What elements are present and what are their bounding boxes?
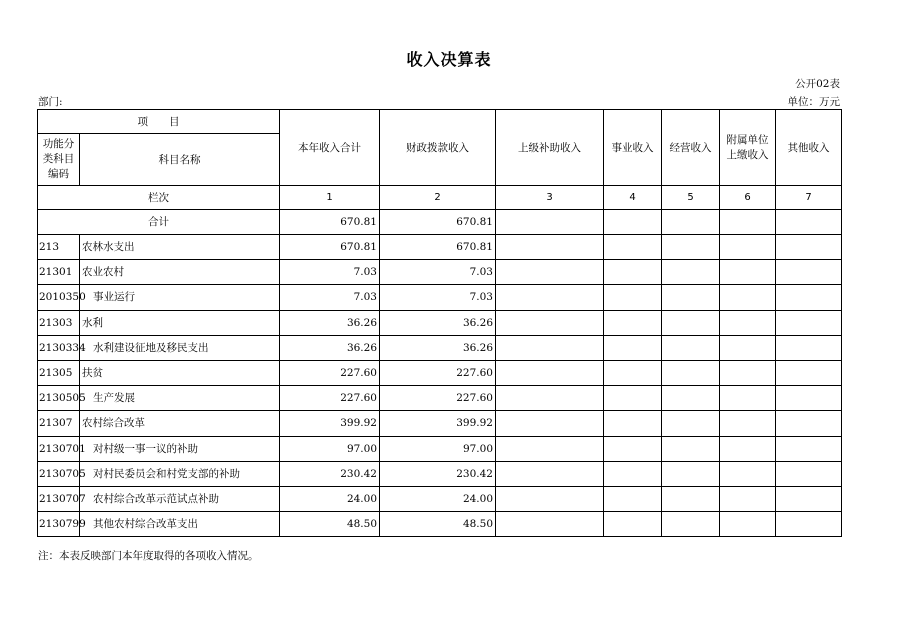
- row-other-income: [776, 411, 842, 436]
- row-affiliate-income: [720, 411, 776, 436]
- row-business-income: [604, 285, 662, 310]
- row-business-income: [604, 260, 662, 285]
- row-total-income: 230.42: [280, 461, 380, 486]
- row-other-income: [776, 386, 842, 411]
- row-affiliate-income: [720, 512, 776, 537]
- row-business-income: [604, 335, 662, 360]
- row-fiscal-income: 227.60: [380, 360, 496, 385]
- row-other-income: [776, 461, 842, 486]
- row-business-income: [604, 235, 662, 260]
- row-operating-income: [662, 461, 720, 486]
- row-name: 农村综合改革: [80, 411, 280, 436]
- row-fiscal-income: 399.92: [380, 411, 496, 436]
- header-col-6: 附属单位上缴收入: [720, 110, 776, 186]
- row-business-income: [604, 486, 662, 511]
- row-operating-income: [662, 512, 720, 537]
- row-superior-subsidy: [496, 512, 604, 537]
- row-superior-subsidy: [496, 335, 604, 360]
- header-func-code: 功能分类科目编码: [38, 134, 80, 186]
- row-other-income: [776, 512, 842, 537]
- row-operating-income: [662, 285, 720, 310]
- row-code: 2130701: [38, 436, 80, 461]
- row-superior-subsidy: [496, 310, 604, 335]
- row-superior-subsidy: [496, 235, 604, 260]
- row-total-income: 227.60: [280, 386, 380, 411]
- footnote: 注：本表反映部门本年度取得的各项收入情况。: [38, 550, 259, 562]
- row-business-income: [604, 310, 662, 335]
- row-total-income: 36.26: [280, 310, 380, 335]
- table-row: [38, 411, 842, 436]
- row-index-1: 1: [280, 186, 380, 210]
- header-col-1: 本年收入合计: [280, 110, 380, 186]
- row-affiliate-income: [720, 310, 776, 335]
- row-other-income: [776, 285, 842, 310]
- row-fiscal-income: 227.60: [380, 386, 496, 411]
- row-index-3: 3: [496, 186, 604, 210]
- table-row: [38, 512, 842, 537]
- row-index-2: 2: [380, 186, 496, 210]
- table-row: [38, 386, 842, 411]
- total-label: 合计: [38, 210, 280, 235]
- row-code: 213: [38, 235, 80, 260]
- row-code: 21307: [38, 411, 80, 436]
- row-name: 农村综合改革示范试点补助: [80, 486, 280, 511]
- row-business-income: [604, 512, 662, 537]
- row-operating-income: [662, 260, 720, 285]
- header-subject-name: 科目名称: [80, 134, 280, 186]
- header-col-5: 经营收入: [662, 110, 720, 186]
- row-superior-subsidy: [496, 461, 604, 486]
- row-code: 21303: [38, 310, 80, 335]
- row-fiscal-income: 24.00: [380, 486, 496, 511]
- row-superior-subsidy: [496, 411, 604, 436]
- row-superior-subsidy: [496, 285, 604, 310]
- row-other-income: [776, 260, 842, 285]
- table-row: [38, 260, 842, 285]
- row-name: 事业运行: [80, 285, 280, 310]
- row-name: 对村民委员会和村党支部的补助: [80, 461, 280, 486]
- header-item: 项 目: [38, 110, 280, 134]
- row-fiscal-income: 36.26: [380, 335, 496, 360]
- row-business-income: [604, 461, 662, 486]
- row-affiliate-income: [720, 486, 776, 511]
- row-fiscal-income: 48.50: [380, 512, 496, 537]
- table-row: [38, 461, 842, 486]
- table-row: [38, 310, 842, 335]
- row-affiliate-income: [720, 386, 776, 411]
- row-code: 2130505: [38, 386, 80, 411]
- row-total-income: 7.03: [280, 260, 380, 285]
- row-name: 农林水支出: [80, 235, 280, 260]
- row-affiliate-income: [720, 436, 776, 461]
- row-fiscal-income: 670.81: [380, 235, 496, 260]
- row-affiliate-income: [720, 235, 776, 260]
- row-superior-subsidy: [496, 386, 604, 411]
- department-label: 部门:: [38, 96, 63, 108]
- row-total-income: 7.03: [280, 285, 380, 310]
- row-name: 水利建设征地及移民支出: [80, 335, 280, 360]
- row-other-income: [776, 310, 842, 335]
- row-superior-subsidy: [496, 360, 604, 385]
- row-other-income: [776, 335, 842, 360]
- row-index-6: 6: [720, 186, 776, 210]
- row-business-income: [604, 386, 662, 411]
- row-operating-income: [662, 386, 720, 411]
- table-row: [38, 235, 842, 260]
- header-col-3: 上级补助收入: [496, 110, 604, 186]
- row-affiliate-income: [720, 335, 776, 360]
- row-total-income: 36.26: [280, 335, 380, 360]
- row-index-5: 5: [662, 186, 720, 210]
- row-fiscal-income: 36.26: [380, 310, 496, 335]
- row-affiliate-income: [720, 260, 776, 285]
- row-code: 2130707: [38, 486, 80, 511]
- row-total-income: 48.50: [280, 512, 380, 537]
- row-operating-income: [662, 235, 720, 260]
- row-business-income: [604, 411, 662, 436]
- row-code: 2130334: [38, 335, 80, 360]
- row-name: 生产发展: [80, 386, 280, 411]
- row-code: 2130799: [38, 512, 80, 537]
- income-table: [37, 109, 842, 537]
- table-row: [38, 360, 842, 385]
- row-superior-subsidy: [496, 486, 604, 511]
- row-operating-income: [662, 360, 720, 385]
- row-code: 21301: [38, 260, 80, 285]
- total-income-total: 670.81: [280, 210, 380, 235]
- row-superior-subsidy: [496, 436, 604, 461]
- header-col-7: 其他收入: [776, 110, 842, 186]
- row-operating-income: [662, 310, 720, 335]
- page-title: 收入决算表: [406, 50, 492, 69]
- row-operating-income: [662, 436, 720, 461]
- row-name: 对村级一事一议的补助: [80, 436, 280, 461]
- row-name: 水利: [80, 310, 280, 335]
- unit-label: 单位：万元: [787, 96, 840, 108]
- row-business-income: [604, 436, 662, 461]
- row-total-income: 227.60: [280, 360, 380, 385]
- row-index-7: 7: [776, 186, 842, 210]
- row-operating-income: [662, 486, 720, 511]
- row-name: 其他农村综合改革支出: [80, 512, 280, 537]
- table-row: [38, 436, 842, 461]
- row-affiliate-income: [720, 360, 776, 385]
- row-other-income: [776, 360, 842, 385]
- row-total-income: 97.00: [280, 436, 380, 461]
- table-row: [38, 285, 842, 310]
- row-operating-income: [662, 411, 720, 436]
- row-other-income: [776, 235, 842, 260]
- total-income-fiscal: 670.81: [380, 210, 496, 235]
- row-index-4: 4: [604, 186, 662, 210]
- row-name: 农业农村: [80, 260, 280, 285]
- header-col-4: 事业收入: [604, 110, 662, 186]
- table-row: [38, 486, 842, 511]
- row-affiliate-income: [720, 461, 776, 486]
- row-code: 2010350: [38, 285, 80, 310]
- row-code: 21305: [38, 360, 80, 385]
- row-superior-subsidy: [496, 260, 604, 285]
- row-index-label: 栏次: [38, 186, 280, 210]
- row-name: 扶贫: [80, 360, 280, 385]
- row-business-income: [604, 360, 662, 385]
- row-fiscal-income: 7.03: [380, 285, 496, 310]
- row-fiscal-income: 230.42: [380, 461, 496, 486]
- row-total-income: 24.00: [280, 486, 380, 511]
- row-fiscal-income: 7.03: [380, 260, 496, 285]
- row-other-income: [776, 436, 842, 461]
- table-row: [38, 335, 842, 360]
- row-operating-income: [662, 335, 720, 360]
- row-fiscal-income: 97.00: [380, 436, 496, 461]
- row-other-income: [776, 486, 842, 511]
- row-total-income: 670.81: [280, 235, 380, 260]
- form-number: 公开02表: [795, 78, 840, 90]
- header-col-2: 财政拨款收入: [380, 110, 496, 186]
- row-total-income: 399.92: [280, 411, 380, 436]
- row-code: 2130705: [38, 461, 80, 486]
- row-affiliate-income: [720, 285, 776, 310]
